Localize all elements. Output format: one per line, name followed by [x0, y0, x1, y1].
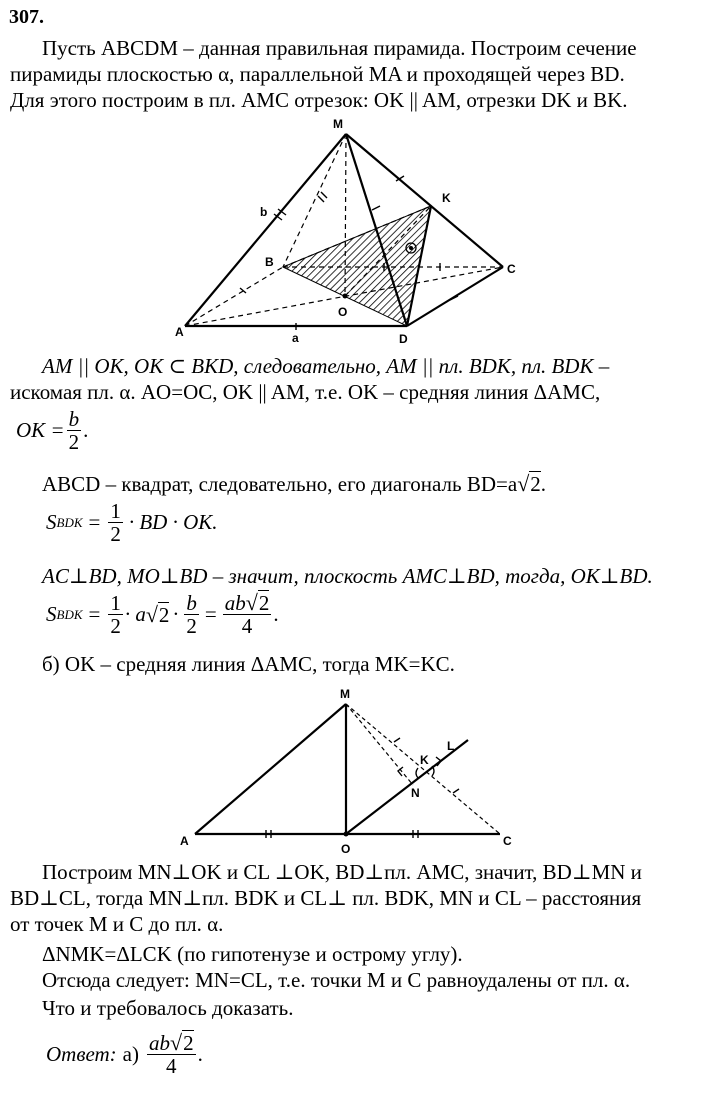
- fraction-denominator: 4: [166, 1054, 177, 1078]
- label-a: A: [180, 834, 189, 848]
- fraction-denominator: 2: [110, 522, 121, 546]
- triangle-figure: [0, 676, 707, 856]
- formula-ok: [16, 408, 88, 453]
- formula-rest: · BD · OK.: [128, 510, 218, 534]
- fraction-denominator: 2: [186, 614, 197, 638]
- fraction-denominator: 2: [68, 430, 80, 454]
- label-d: D: [399, 332, 408, 346]
- label-o: O: [341, 842, 351, 856]
- fraction-numerator: 1: [110, 591, 121, 615]
- text-line: Для этого построим в пл. AMC отрезок: OK || AM, отрезки DK и BK.: [10, 88, 628, 112]
- answer-part: а): [122, 1042, 139, 1066]
- label-k: K: [442, 191, 451, 205]
- fraction-denominator: 2: [110, 614, 121, 638]
- formula-subscript: BDK: [56, 606, 83, 622]
- answer: Ответ: а) $\frac{ab√2}{4}$ .: [46, 1030, 203, 1078]
- label-a: A: [175, 325, 184, 339]
- label-edge-a: a: [292, 331, 299, 345]
- radicand: 2: [183, 1031, 194, 1055]
- label-k: K: [420, 753, 429, 767]
- label-c: C: [507, 262, 516, 276]
- formula-end: .: [273, 602, 279, 626]
- label-b: B: [265, 255, 274, 269]
- text-line: Построим MN⊥OK и CL ⊥OK, BD⊥пл. AMC, значит, BD⊥MN и: [42, 860, 642, 884]
- label-m: M: [333, 117, 343, 131]
- text-line: ΔNMK=ΔLCK (по гипотенузе и острому углу).: [42, 942, 463, 966]
- text-abcd: ABCD – квадрат, следовательно, его диагональ BD=a: [42, 472, 518, 496]
- formula-end: .: [83, 418, 89, 442]
- equals: =: [204, 602, 217, 626]
- formula-sbdk-2: S BDK = $\frac{1}{2}$ · a √ 2 · $\frac{b}{2}$ = $\frac{ab√2}{4}$ .: [46, 590, 279, 638]
- equals: =: [88, 510, 101, 534]
- section-triangle-bdk: [283, 206, 431, 326]
- problem-number: 307.: [9, 6, 44, 28]
- text-line: Отсюда следует: MN=CL, т.е. точки M и C равноудалены от пл. α.: [42, 968, 631, 992]
- dot: ·: [172, 602, 180, 626]
- label-o: O: [338, 305, 348, 319]
- formula-sbdk-1: [46, 500, 218, 545]
- radicand: 2: [158, 602, 170, 627]
- label-l: L: [447, 739, 455, 753]
- formula-s: S: [46, 602, 57, 626]
- formula-s: S: [46, 510, 57, 534]
- text-line: Что и требовалось доказать.: [42, 996, 294, 1020]
- formula-end: .: [197, 1042, 203, 1066]
- radicand: 2: [530, 472, 541, 496]
- fraction-denominator: 4: [241, 614, 253, 638]
- radicand: 2: [258, 591, 270, 615]
- label-m: M: [340, 687, 350, 701]
- text-line: от точек M и C до пл. α.: [10, 912, 224, 936]
- label-c: C: [503, 834, 512, 848]
- fraction-numerator: 1: [110, 499, 121, 523]
- pyramid-figure: [0, 110, 707, 350]
- formula-lhs: OK =: [16, 418, 65, 442]
- label-edge-b: b: [260, 205, 268, 219]
- text-line: Пусть ABCDM – данная правильная пирамида. Построим сечение: [42, 36, 637, 60]
- fraction-numerator: b: [186, 591, 197, 615]
- text-line: AC⊥BD, MO⊥BD – значит, плоскость AMC⊥BD, тогда, OK⊥BD.: [42, 564, 653, 588]
- text-line: пирамиды плоскостью α, параллельной MA и проходящей через BD.: [10, 62, 625, 86]
- numerator-text: ab: [148, 1031, 170, 1055]
- formula-mid: · a: [124, 602, 146, 626]
- text-end: .: [540, 472, 547, 496]
- label-n: N: [411, 786, 420, 800]
- text-line: BD⊥CL, тогда MN⊥пл. BDK и CL⊥ пл. BDK, MN и CL – расстояния: [10, 886, 642, 910]
- formula-subscript: BDK: [56, 514, 83, 530]
- text-line: AM || OK, OK ⊂ BKD, следовательно, AM || пл. BDK, пл. BDK –: [42, 354, 610, 378]
- fraction-numerator: b: [68, 407, 80, 431]
- equals: =: [88, 602, 101, 626]
- answer-label: Ответ:: [46, 1042, 117, 1066]
- text-line-abcd: ABCD – квадрат, следовательно, его диагональ BD=a√2.: [42, 471, 547, 496]
- text-line: б) OK – средняя линия ΔAMC, тогда MK=KC.: [42, 652, 455, 676]
- text-line: искомая пл. α. AO=OC, OK || AM, т.е. OK – средняя линия ΔAMC,: [10, 380, 601, 404]
- numerator-text: ab: [224, 591, 246, 615]
